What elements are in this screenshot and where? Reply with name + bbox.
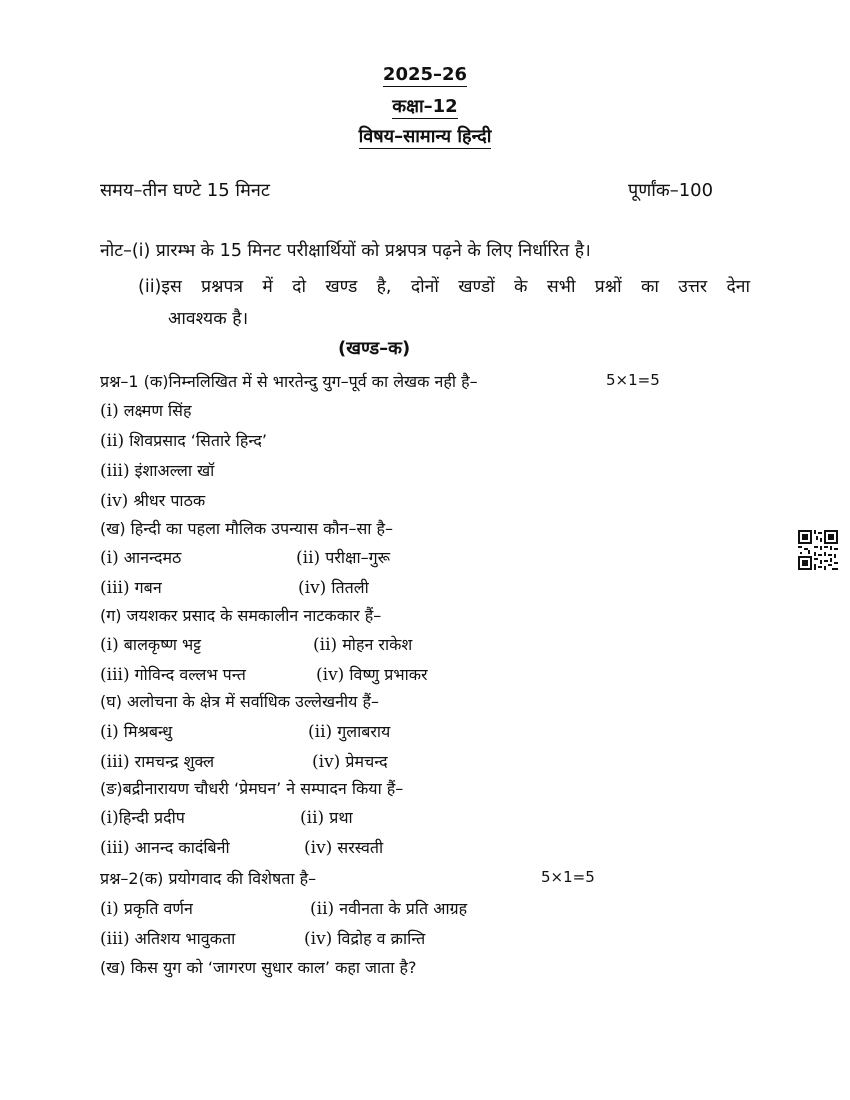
option-label: (iv) <box>312 752 341 772</box>
q1b-option-2 <box>296 546 390 568</box>
option-text: परीक्षा–गुरू <box>325 548 391 567</box>
option-label: (iii) <box>100 752 130 772</box>
q1d-stem: (घ) अलोचना के क्षेत्र में सर्वाधिक उल्लेखनीय हैं– <box>100 692 379 711</box>
q1b-option-1 <box>100 546 181 568</box>
subject-text: विषय–सामान्य हिन्दी <box>358 126 492 147</box>
q1e-option-3 <box>100 836 230 858</box>
note-2-continued: आवश्यक है। <box>168 309 249 329</box>
q1e-option-1 <box>100 806 185 828</box>
option-label: (ii) <box>100 431 125 451</box>
q2a-option-3 <box>100 927 235 949</box>
session-heading <box>0 64 850 85</box>
q1a-option-4 <box>100 489 205 511</box>
option-text: मोहन राकेश <box>342 635 413 654</box>
option-label: (ii) <box>296 548 321 568</box>
option-text: गुलाबराय <box>337 722 391 741</box>
option-label: (ii) <box>310 899 335 919</box>
q1c-stem: (ग) जयशकर प्रसाद के समकालीन नाटककार हैं– <box>100 606 382 625</box>
option-text: प्रकृति वर्णन <box>123 899 193 918</box>
option-label: (ii) <box>308 722 333 742</box>
q1b-stem: (ख) हिन्दी का पहला मौलिक उपन्यास कौन–सा है– <box>100 519 393 538</box>
option-label: (i) <box>100 635 119 655</box>
note-2-label: (ii) <box>138 277 162 297</box>
time-text: समय–तीन घण्टे 15 मिनट <box>100 180 270 201</box>
option-text: प्रथा <box>329 808 353 827</box>
q1e-option-2 <box>300 806 353 828</box>
subject-heading <box>0 124 850 148</box>
option-label: (iv) <box>316 665 345 685</box>
option-text: अतिशय भावुकता <box>134 929 236 948</box>
option-label: (i) <box>100 722 119 742</box>
option-text: आनन्दमठ <box>123 548 182 567</box>
option-text: रामचन्द्र शुक्ल <box>134 752 215 771</box>
option-text: तितली <box>331 578 369 597</box>
note-1-text: प्रारम्भ के 15 मिनट परीक्षार्थियों को प्रश्नपत्र पढ़ने के लिए निर्धारित है। <box>155 241 591 261</box>
q2b-stem: (ख) किस युग को ‘जागरण सुधार काल’ कहा जाता है? <box>100 958 417 977</box>
option-text: इंशाअल्ला खॉ <box>134 461 215 480</box>
q1a-stem: प्रश्न–1 (क)निम्नलिखित में से भारतेन्दु युग–पूर्व का लेखक नही है– <box>100 372 478 391</box>
option-label: (ii) <box>300 808 325 828</box>
q1-marks: 5×1=5 <box>606 371 660 389</box>
max-marks-text: पूर्णांक–100 <box>628 180 714 201</box>
option-label: (i) <box>100 548 119 568</box>
q2a-option-4 <box>304 927 425 949</box>
qr-code-icon <box>798 530 838 570</box>
option-text: मिश्रबन्धु <box>123 722 173 741</box>
q2a-option-2 <box>310 897 467 919</box>
option-label: (iii) <box>100 461 130 481</box>
option-text: प्रेमचन्द <box>345 752 388 771</box>
q1d-option-4 <box>312 750 388 772</box>
q1a-option-3 <box>100 459 214 481</box>
q1a-option-1 <box>100 399 191 421</box>
option-text: विष्णु प्रभाकर <box>349 665 428 684</box>
note-1 <box>100 238 591 262</box>
option-label: (i) <box>100 401 119 421</box>
q1b-option-4 <box>298 576 369 598</box>
q1c-option-3 <box>100 663 246 685</box>
option-label: (i) <box>100 808 119 828</box>
note-2-text: इस प्रश्नपत्र में दो खण्ड है, दोनों खण्डों के सभी प्रश्नों का उत्तर देना <box>161 277 750 297</box>
q1e-stem: (ङ)बद्रीनारायण चौधरी ‘प्रेमघन’ ने सम्पादन किया हैं– <box>100 779 404 798</box>
option-text: बालकृष्ण भट्ट <box>123 635 202 654</box>
option-label: (ii) <box>313 635 338 655</box>
option-label: (iii) <box>100 578 130 598</box>
q1a-option-2 <box>100 429 267 451</box>
section-title: (खण्ड–क) <box>338 338 411 359</box>
q1c-option-4 <box>316 663 428 685</box>
option-label: (iv) <box>304 838 333 858</box>
option-label: (iv) <box>100 491 129 511</box>
q1d-option-2 <box>308 720 390 742</box>
option-text: शिवप्रसाद ‘सितारे हिन्द’ <box>129 431 267 450</box>
q1c-option-1 <box>100 633 201 655</box>
q1b-option-3 <box>100 576 162 598</box>
q1c-option-2 <box>313 633 412 655</box>
option-label: (i) <box>100 899 119 919</box>
option-label: (iv) <box>304 929 333 949</box>
session-text: 2025–26 <box>382 64 468 85</box>
class-text: कक्षा–12 <box>392 96 458 117</box>
q1d-option-3 <box>100 750 214 772</box>
option-text: श्रीधर पाठक <box>133 491 206 510</box>
option-text: सरस्वती <box>337 838 384 857</box>
q1e-option-4 <box>304 836 383 858</box>
option-text: आनन्द कादंबिनी <box>134 838 230 857</box>
option-label: (iii) <box>100 929 130 949</box>
q2-marks: 5×1=5 <box>541 868 595 886</box>
option-label: (iii) <box>100 838 130 858</box>
class-heading <box>0 94 850 118</box>
option-text: नवीनता के प्रति आग्रह <box>339 899 468 918</box>
option-text: विद्रोह व क्रान्ति <box>337 929 426 948</box>
option-text: गोविन्द वल्लभ पन्त <box>134 665 246 684</box>
option-text: गबन <box>134 578 162 597</box>
q1d-option-1 <box>100 720 172 742</box>
note-2 <box>138 274 750 298</box>
q2a-stem: प्रश्न–2(क) प्रयोगवाद की विशेषता है– <box>100 869 317 888</box>
option-label: (iv) <box>298 578 327 598</box>
option-label: (iii) <box>100 665 130 685</box>
q2a-option-1 <box>100 897 193 919</box>
option-text: हिन्दी प्रदीप <box>118 808 185 827</box>
note-1-label: नोट–(i) <box>100 241 151 261</box>
option-text: लक्ष्मण सिंह <box>123 401 192 420</box>
